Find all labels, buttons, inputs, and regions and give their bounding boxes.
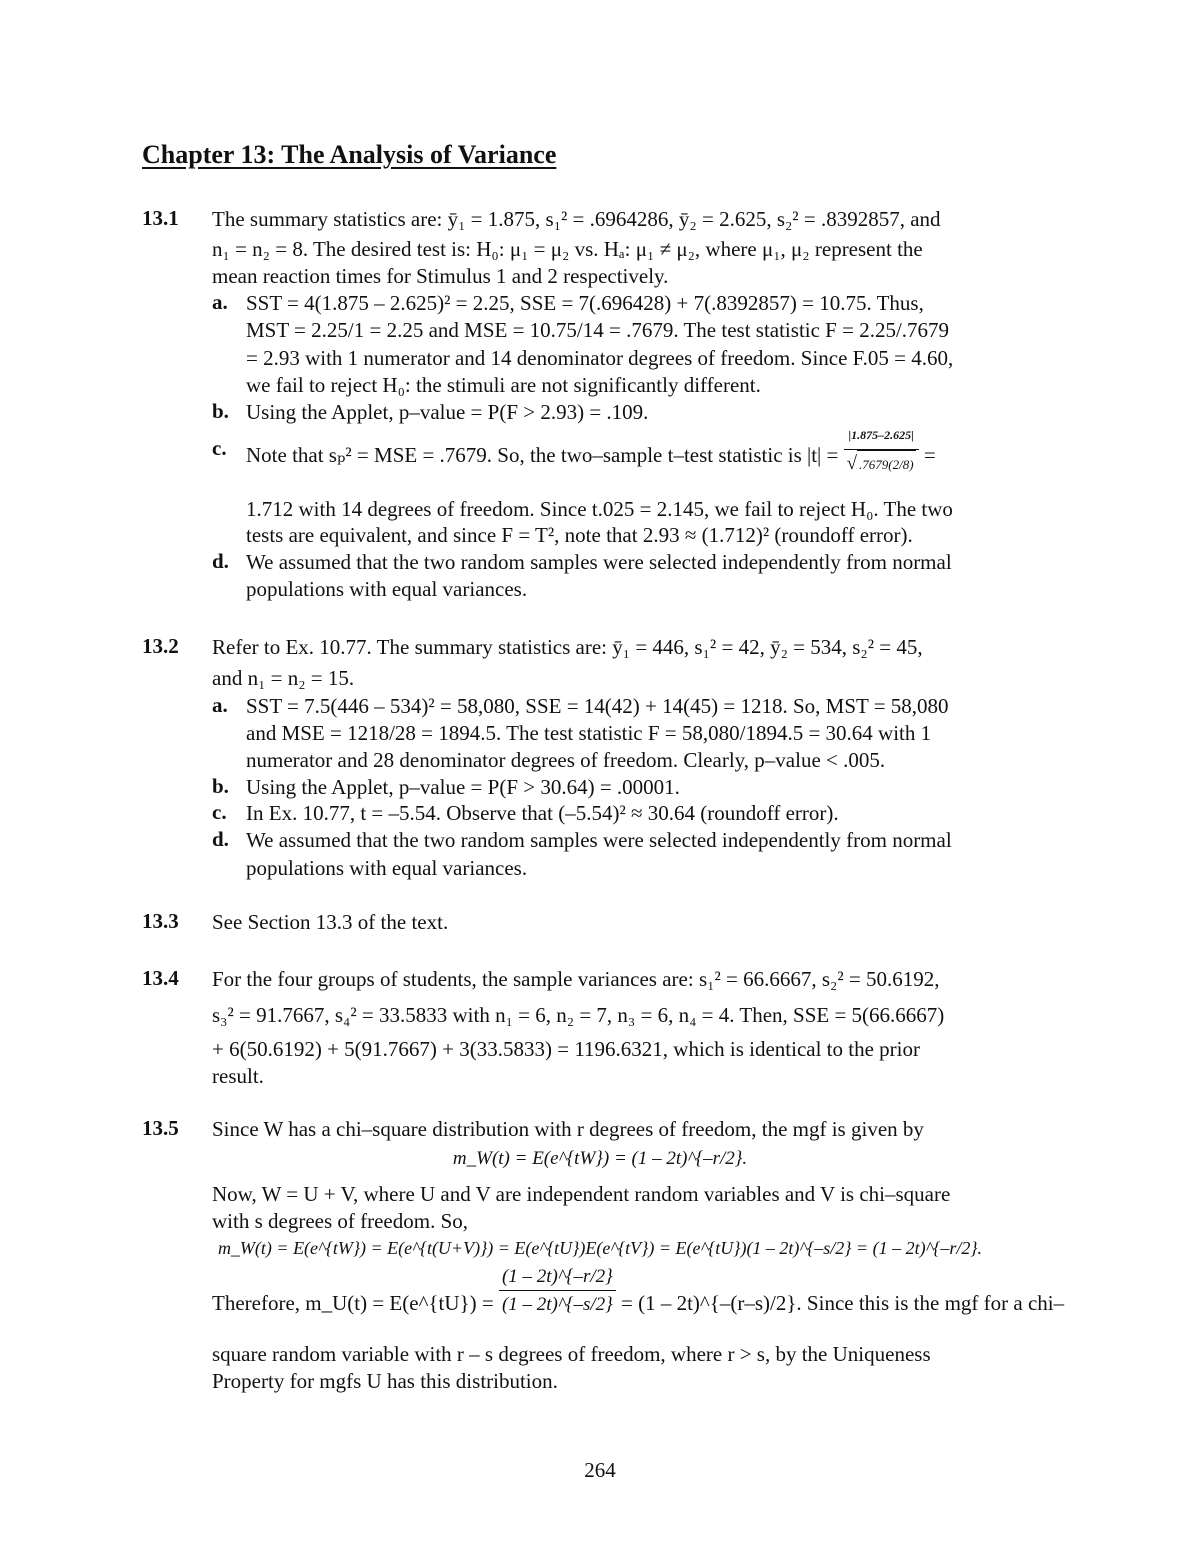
- text-line: + 6(50.6192) + 5(91.7667) + 3(33.5833) = 1196.6321, which is identical to the prior: [212, 1037, 920, 1061]
- text-line: we fail to reject H₀: the stimuli are not significantly different.: [246, 373, 761, 397]
- part-label: b.: [212, 774, 229, 798]
- sqrt-content: .7679(2/8): [857, 450, 916, 478]
- text-line: We assumed that the two random samples were selected independently from normal: [246, 550, 952, 574]
- text-line: mean reaction times for Stimulus 1 and 2 respectively.: [212, 264, 669, 288]
- text-line: The summary statistics are: ȳ₁ = 1.875, s₁² = .6964286, ȳ₂ = 2.625, s₂² = .8392857, and: [212, 207, 941, 231]
- text-line: Now, W = U + V, where U and V are independent random variables and V is chi–square: [212, 1182, 951, 1206]
- text-line: See Section 13.3 of the text.: [212, 910, 449, 934]
- text-line: For the four groups of students, the sample variances are: s₁² = 66.6667, s₂² = 50.6192,: [212, 967, 940, 991]
- text-line: [246, 428, 936, 478]
- text-line: populations with equal variances.: [246, 577, 528, 601]
- text-line: Since W has a chi–square distribution with r degrees of freedom, the mgf is given by: [212, 1117, 924, 1141]
- text-line: tests are equivalent, and since F = T², note that 2.93 ≈ (1.712)² (roundoff error).: [246, 523, 913, 547]
- text-line: numerator and 28 denominator degrees of freedom. Clearly, p–value < .005.: [246, 748, 886, 772]
- text-segment: = (1 – 2t)^{–(r–s)/2}. Since this is the mgf for a chi–: [621, 1291, 1065, 1315]
- exercise-number: 13.2: [142, 634, 179, 658]
- text-line: s₃² = 91.7667, s₄² = 33.5833 with n₁ = 6, n₂ = 7, n₃ = 6, n₄ = 4. Then, SSE = 5(66.6667): [212, 1003, 945, 1027]
- part-label: a.: [212, 290, 228, 314]
- text-line: In Ex. 10.77, t = –5.54. Observe that (–5.54)² ≈ 30.64 (roundoff error).: [246, 801, 839, 825]
- exercise-number: 13.4: [142, 966, 179, 990]
- text-line: and MSE = 1218/28 = 1894.5. The test statistic F = 58,080/1894.5 = 30.64 with 1: [246, 721, 932, 745]
- text-line: square random variable with r – s degrees of freedom, where r > s, by the Uniqueness: [212, 1342, 931, 1366]
- part-label: d.: [212, 827, 229, 851]
- text-line: SST = 4(1.875 – 2.625)² = 2.25, SSE = 7(.696428) + 7(.8392857) = 10.75. Thus,: [246, 291, 924, 315]
- text-line: n₁ = n₂ = 8. The desired test is: H₀: μ₁ = μ₂ vs. Hₐ: μ₁ ≠ μ₂, where μ₁, μ₂ represent the: [212, 237, 923, 261]
- text-line: MST = 2.25/1 = 2.25 and MSE = 10.75/14 = .7679. The test statistic F = 2.25/.7679: [246, 318, 950, 342]
- text-segment: Therefore, m_U(t) = E(e^{tU}) =: [212, 1291, 494, 1315]
- fraction-numerator: (1 – 2t)^{–r/2}: [499, 1263, 616, 1291]
- exercise-number: 13.1: [142, 206, 179, 230]
- text-line: Using the Applet, p–value = P(F > 2.93) = .109.: [246, 400, 649, 424]
- text-line: Refer to Ex. 10.77. The summary statistics are: ȳ₁ = 446, s₁² = 42, ȳ₂ = 534, s₂² = 45,: [212, 635, 923, 659]
- part-label: d.: [212, 549, 229, 573]
- fraction-numerator: |1.875–2.625|: [844, 422, 919, 450]
- text-line: SST = 7.5(446 – 534)² = 58,080, SSE = 14(42) + 14(45) = 1218. So, MST = 58,080: [246, 694, 949, 718]
- text-line: result.: [212, 1064, 264, 1088]
- part-label: b.: [212, 399, 229, 423]
- t-statistic-fraction: [844, 422, 919, 478]
- equation-mgf-expansion: m_W(t) = E(e^{tW}) = E(e^{t(U+V)}) = E(e^{tU})E(e^{tV}) = E(e^{tU})(1 – 2t)^{–s/2} = (1 – 2t)^{–r/2}.: [217, 1238, 983, 1258]
- part-label: c.: [212, 436, 227, 460]
- text-line: We assumed that the two random samples were selected independently from normal: [246, 828, 952, 852]
- text-line: Property for mgfs U has this distribution.: [212, 1369, 558, 1393]
- exercise-number: 13.3: [142, 909, 179, 933]
- part-label: a.: [212, 693, 228, 717]
- chapter-title: Chapter 13: The Analysis of Variance: [142, 140, 557, 169]
- fraction-denominator: (1 – 2t)^{–s/2}: [501, 1293, 613, 1315]
- text-line: with s degrees of freedom. So,: [212, 1209, 469, 1233]
- page-number: 264: [584, 1458, 616, 1482]
- text-line: populations with equal variances.: [246, 856, 528, 880]
- part-label: c.: [212, 800, 227, 824]
- text-line: and n₁ = n₂ = 15.: [212, 666, 355, 690]
- exercise-number: 13.5: [142, 1116, 179, 1140]
- fraction-denominator: √ .7679(2/8): [844, 450, 919, 478]
- text-segment: Note that sₚ² = MSE = .7679. So, the two–sample t–test statistic is |t| =: [246, 442, 839, 467]
- text-line: 1.712 with 14 degrees of freedom. Since t.025 = 2.145, we fail to reject H₀. The two: [246, 497, 953, 521]
- equals-sign: =: [923, 442, 936, 467]
- equation-mgf-w: m_W(t) = E(e^{tW}) = (1 – 2t)^{–r/2}.: [452, 1148, 748, 1169]
- text-line: [212, 1265, 1065, 1318]
- mgf-ratio-fraction: [499, 1263, 616, 1318]
- text-line: Using the Applet, p–value = P(F > 30.64) = .00001.: [246, 775, 680, 799]
- text-line: = 2.93 with 1 numerator and 14 denominator degrees of freedom. Since F.05 = 4.60,: [246, 346, 954, 370]
